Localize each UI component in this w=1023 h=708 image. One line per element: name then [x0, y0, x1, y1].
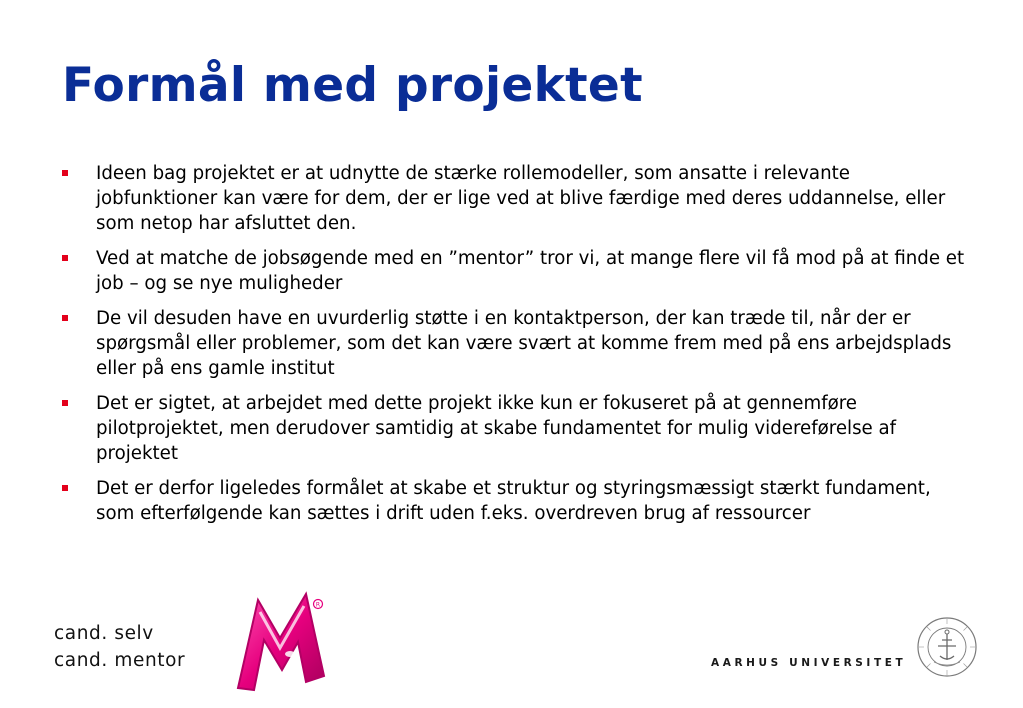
svg-text:R: R — [315, 601, 321, 609]
bullet-text: Ved at matche de jobsøgende med en ”mentor” tror vi, at mange flere vil få mod på at finde et job – og se nye muligheder — [96, 248, 965, 294]
red-square-bullet-icon — [62, 255, 68, 261]
m-logo-icon — [224, 590, 336, 696]
red-square-bullet-icon — [62, 400, 68, 406]
bullet-text: De vil desuden have en uvurderlig støtte i en kontaktperson, der kan træde til, når der er spørgsmål eller problemer, som det kan være svært at komme frem med på ens arbejdsplads eller på ens gamle institut — [96, 308, 952, 379]
university-name: AARHUS UNIVERSITET — [711, 657, 907, 669]
tagline-line-1: cand. selv — [54, 623, 154, 644]
bullet-item — [60, 476, 965, 526]
tagline-line-2: cand. mentor — [54, 650, 186, 671]
bullet-item — [60, 161, 965, 236]
bullet-list — [60, 161, 965, 536]
bullet-item — [60, 306, 965, 381]
bullet-item — [60, 391, 965, 466]
bullet-text: Ideen bag projektet er at udnytte de stærke rollemodeller, som ansatte i relevante jobfunktioner kan være for dem, der er lige ved at blive færdige med deres uddannelse, eller som netop har afsluttet den. — [96, 163, 946, 234]
bullet-text: Det er sigtet, at arbejdet med dette projekt ikke kun er fokuseret på at gennemføre pilotprojektet, men derudover samtidig at skabe fundamentet for mulig videreførelse af projektet — [96, 393, 897, 464]
project-tagline — [54, 620, 185, 674]
red-square-bullet-icon — [62, 315, 68, 321]
red-square-bullet-icon — [62, 170, 68, 176]
red-square-bullet-icon — [62, 485, 68, 491]
slide-title: Formål med projektet — [62, 58, 643, 113]
bullet-text: Det er derfor ligeledes formålet at skabe et struktur og styringsmæssigt stærkt fundament, som efterfølgende kan sættes i drift uden f.eks. overdreven brug af ressourcer — [96, 478, 931, 524]
bullet-item — [60, 246, 965, 296]
university-seal-icon — [916, 616, 978, 678]
